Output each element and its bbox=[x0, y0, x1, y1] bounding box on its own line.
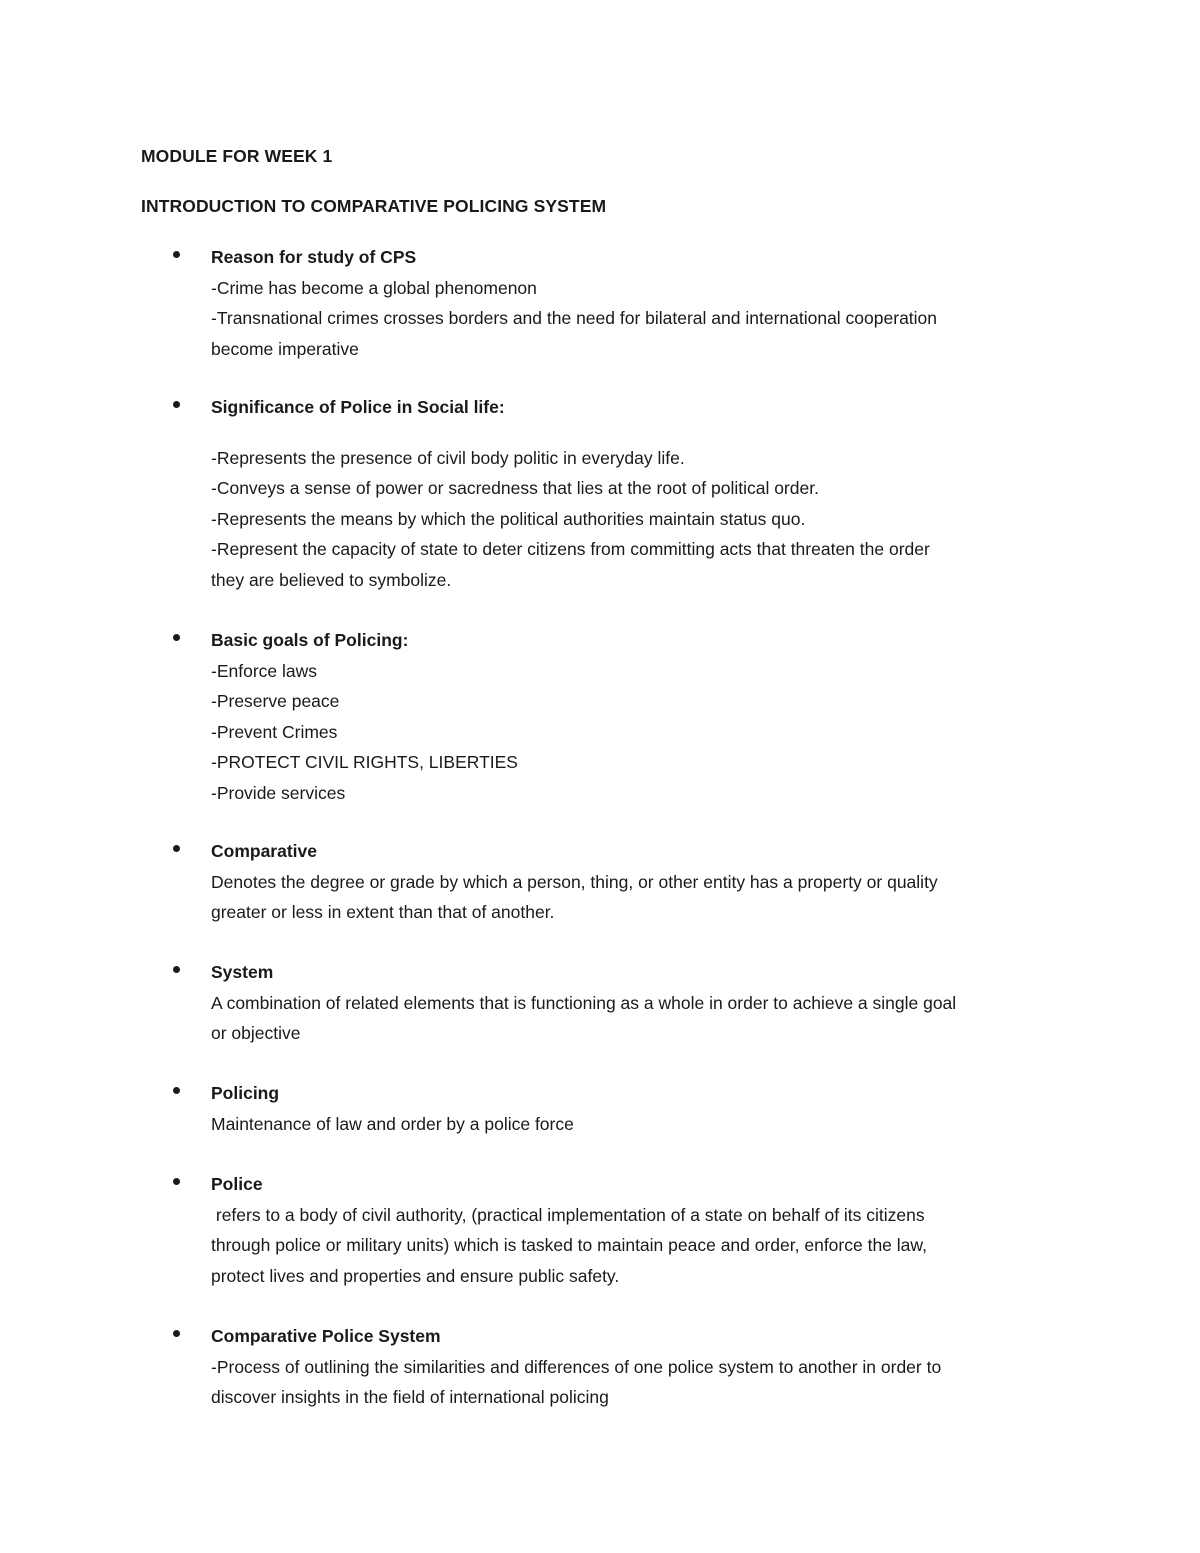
section-significance-of-police bbox=[211, 392, 1091, 595]
bullet-icon bbox=[173, 845, 180, 852]
section-line: or objective bbox=[211, 1023, 301, 1043]
section-line: -Enforce laws bbox=[211, 660, 318, 681]
bullet-icon bbox=[173, 634, 180, 641]
section-line: -PROTECT CIVIL RIGHTS, LIBERTIES bbox=[211, 752, 518, 772]
section-line: -Crime has become a global phenomenon bbox=[211, 277, 537, 298]
section-line: -Prevent Crimes bbox=[211, 721, 338, 742]
section-term: Comparative bbox=[211, 841, 318, 861]
section-policing bbox=[211, 1078, 1091, 1139]
section-line: A combination of related elements that is functioning as a whole in order to achieve a single goal bbox=[211, 992, 957, 1013]
section-line: -Transnational crimes crosses borders and the need for bilateral and international cooperation bbox=[211, 308, 938, 328]
bullet-icon bbox=[173, 966, 180, 973]
section-line: protect lives and properties and ensure public safety. bbox=[211, 1265, 620, 1286]
section-term: Police bbox=[211, 1174, 263, 1194]
section-line: discover insights in the field of international policing bbox=[211, 1387, 609, 1407]
section-term: System bbox=[211, 962, 274, 982]
section-line: -Process of outlining the similarities and differences of one police system to another in order to bbox=[211, 1356, 942, 1377]
bullet-icon bbox=[173, 401, 180, 408]
bullet-icon bbox=[173, 1330, 180, 1337]
bullet-icon bbox=[173, 1087, 180, 1094]
section-line: -Provide services bbox=[211, 782, 346, 803]
section-line: Denotes the degree or grade by which a person, thing, or other entity has a property or quality bbox=[211, 871, 938, 892]
module-title: MODULE FOR WEEK 1 bbox=[141, 146, 333, 166]
section-line: refers to a body of civil authority, (practical implementation of a state on behalf of its citizens bbox=[211, 1204, 925, 1225]
section-term: Significance of Police in Social life: bbox=[211, 397, 505, 417]
section-line: -Represents the means by which the political authorities maintain status quo. bbox=[211, 508, 806, 529]
section-line: they are believed to symbolize. bbox=[211, 569, 452, 590]
section-term: Basic goals of Policing: bbox=[211, 630, 409, 650]
section-comparative bbox=[211, 836, 1091, 928]
intro-title: INTRODUCTION TO COMPARATIVE POLICING SYSTEM bbox=[141, 196, 607, 216]
section-reason-for-study bbox=[211, 242, 1091, 364]
section-term: Comparative Police System bbox=[211, 1326, 441, 1346]
section-line: become imperative bbox=[211, 338, 359, 359]
section-term: Reason for study of CPS bbox=[211, 247, 417, 267]
section-line: -Represents the presence of civil body politic in everyday life. bbox=[211, 447, 685, 468]
section-line: -Conveys a sense of power or sacredness that lies at the root of political order. bbox=[211, 478, 819, 498]
section-term: Policing bbox=[211, 1083, 280, 1103]
bullet-icon bbox=[173, 1178, 180, 1185]
bullet-icon bbox=[173, 251, 180, 258]
section-police bbox=[211, 1169, 1091, 1291]
section-line: greater or less in extent than that of another. bbox=[211, 902, 555, 922]
section-line: through police or military units) which is tasked to maintain peace and order, enforce the law, bbox=[211, 1235, 927, 1255]
section-line: Maintenance of law and order by a police force bbox=[211, 1113, 574, 1134]
section-basic-goals bbox=[211, 625, 1091, 808]
section-comparative-police-system bbox=[211, 1321, 1091, 1413]
section-line: -Represent the capacity of state to deter citizens from committing acts that threaten the order bbox=[211, 539, 930, 559]
section-line: -Preserve peace bbox=[211, 691, 340, 711]
section-system bbox=[211, 957, 1091, 1049]
